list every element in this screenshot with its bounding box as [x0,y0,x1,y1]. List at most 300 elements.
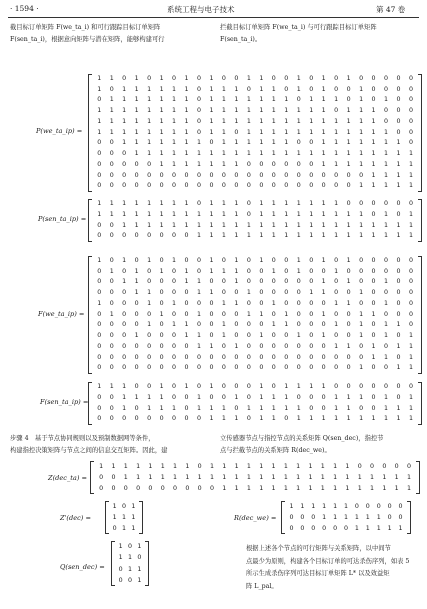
matrix-cell: 1 [97,299,102,307]
matrix-cell: 1 [396,139,401,147]
matrix-cell: 0 [408,85,413,93]
matrix-cell: 1 [234,160,239,168]
matrix-row [95,472,415,483]
matrix-cell: 0 [234,182,239,190]
matrix-cell: 1 [346,415,351,423]
matrix-row [93,277,417,288]
matrix-cell: 1 [122,257,127,264]
matrix-cell: 1 [322,503,327,510]
matrix-cell: 1 [359,128,364,136]
matrix-cell: 0 [209,171,214,179]
matrix-cell: 1 [136,474,141,481]
matrix-cell: 1 [296,150,301,158]
matrix-cell: 0 [300,514,305,521]
matrix-cell: 0 [396,310,401,318]
matrix-cell: 1 [196,289,201,297]
matrix-cell: 1 [97,85,102,93]
matrix-cell: 1 [371,182,376,190]
matrix-cell: 0 [296,342,301,350]
matrix-cell: 0 [394,463,399,470]
matrix-cell: 1 [209,160,214,168]
matrix-cell: 1 [134,267,139,275]
matrix-cell: 1 [246,463,251,470]
label-f-sen-ta: F(sen_ta_ip) = [40,398,89,406]
matrix-cell: 0 [371,278,376,286]
matrix-cell: 1 [406,485,411,492]
matrix-cell: 1 [221,107,226,115]
matrix-cell: 1 [271,321,276,329]
matrix-cell: 1 [346,128,351,136]
matrix-cell: 0 [196,171,201,179]
matrix-cell: 1 [221,139,226,147]
matrix-cell: 0 [97,415,102,423]
matrix-cell: 1 [134,128,139,136]
matrix-cell: 0 [147,232,152,240]
matrix-row [93,393,417,404]
matrix-cell: 1 [246,117,251,125]
matrix-cell: 1 [320,463,325,470]
matrix-cell: 0 [387,514,392,521]
matrix-cell: 1 [97,128,102,136]
matrix-cell: 0 [159,299,164,307]
matrix-cell: 0 [346,267,351,275]
matrix-cell: 1 [159,221,164,229]
matrix-cell: 0 [97,150,102,158]
matrix-cell: 0 [147,383,152,390]
matrix-cell: 1 [159,85,164,93]
matrix-cell: 0 [296,299,301,307]
matrix-cell: 1 [271,415,276,423]
matrix-cell: 0 [134,171,139,179]
matrix-cell: 1 [123,474,128,481]
matrix-row [93,342,417,353]
matrix-cell: 1 [283,463,288,470]
matrix-cell: 1 [109,310,114,318]
matrix-cell: 0 [122,289,127,297]
matrix-cell: 0 [406,463,411,470]
matrix-cell: 0 [209,182,214,190]
matrix-cell: 0 [109,299,114,307]
matrix-cell: 1 [147,107,152,115]
matrix-cell: 1 [234,415,239,423]
matrix-cell: 1 [134,221,139,229]
matrix-cell: 1 [184,107,189,115]
intro-right [220,22,377,46]
matrix-cell: 0 [371,393,376,401]
matrix-cell: 1 [382,474,387,481]
matrix-cell: 0 [196,364,201,372]
matrix-cell: 1 [184,139,189,147]
matrix-cell: 0 [371,210,376,218]
matrix-cell: 1 [284,221,289,229]
matrix-cell: 1 [371,353,376,361]
matrix-cell: 0 [271,353,276,361]
matrix-cell: 0 [221,310,226,318]
matrix-cell: 0 [309,364,314,372]
matrix-cell: 1 [97,383,102,390]
matrix-cell: 0 [196,299,201,307]
matrix-cell: 1 [172,210,177,218]
matrix-cell: 0 [396,353,401,361]
matrix-cell: 1 [234,85,239,93]
matrix-cell: 1 [346,393,351,401]
matrix-cell: 1 [134,393,139,401]
matrix-cell: 1 [296,383,301,390]
matrix-cell: 1 [309,107,314,115]
matrix-cell: 0 [408,321,413,329]
matrix-cell: 0 [159,342,164,350]
matrix-cell: 0 [209,393,214,401]
matrix-cell: 0 [134,353,139,361]
matrix-cell: 0 [172,182,177,190]
matrix-cell: 1 [259,139,264,147]
matrix-cell: 0 [147,353,152,361]
matrix-cell: 0 [359,299,364,307]
matrix-cell: 1 [209,463,214,470]
matrix-cell: 1 [172,139,177,147]
matrix-cell: 0 [196,96,201,104]
matrix-cell: 1 [408,210,413,218]
matrix-cell: 0 [234,364,239,372]
matrix-cell: 0 [97,221,102,229]
matrix-cell: 1 [234,200,239,207]
matrix-cell: 1 [396,364,401,372]
matrix-cell: 0 [359,353,364,361]
matrix-cell: 0 [184,171,189,179]
matrix-cell: 1 [371,128,376,136]
matrix-cell: 1 [334,117,339,125]
matrix-cell: 0 [246,299,251,307]
matrix-cell: 1 [359,85,364,93]
matrix-cell: 0 [122,353,127,361]
matrix-cell: 0 [321,182,326,190]
matrix-cell: 1 [159,310,164,318]
matrix-cell: 1 [346,160,351,168]
matrix-cell: 0 [396,85,401,93]
matrix-cell: 1 [234,117,239,125]
intro-right-line2: F(sen_ta_i)。 [220,36,262,44]
matrix-cell: 0 [172,310,177,318]
matrix-cell: 1 [97,257,102,264]
matrix-cell: 0 [122,332,127,340]
matrix-cell: 0 [209,485,214,492]
matrix-cell: 1 [172,299,177,307]
matrix-cell: 1 [196,310,201,318]
matrix-cell: 0 [408,75,413,82]
matrix-cell: 1 [184,200,189,207]
matrix-cell: 0 [209,139,214,147]
matrix-cell: 0 [271,182,276,190]
matrix-cell: 1 [196,232,201,240]
matrix-cell: 1 [359,232,364,240]
matrix-cell: 0 [359,200,364,207]
matrix-cell: 0 [121,503,126,510]
matrix-row [93,414,417,425]
matrix-cell: 0 [396,383,401,390]
matrix-cell: 1 [321,160,326,168]
matrix-cell: 1 [396,171,401,179]
matrix-cell: 1 [321,200,326,207]
matrix-cell: 1 [131,525,136,532]
matrix-cell: 1 [376,514,381,521]
matrix-cell: 1 [346,139,351,147]
matrix-cell: 1 [127,554,132,562]
matrix-cell: 0 [109,85,114,93]
matrix-cell: 0 [97,171,102,179]
matrix-cell: 0 [234,128,239,136]
matrix-cell: 1 [284,232,289,240]
matrix-cell: 0 [346,364,351,372]
matrix-cell: 0 [97,393,102,401]
matrix-cell: 1 [131,503,136,510]
matrix-cell: 0 [246,160,251,168]
matrix-cell: 0 [321,267,326,275]
matrix-cell: 1 [259,257,264,264]
matrix-cell: 0 [384,289,389,297]
matrix-cell: 0 [109,353,114,361]
matrix-cell: 1 [246,232,251,240]
matrix-cell: 0 [296,364,301,372]
matrix-cell: 1 [396,232,401,240]
matrix-cell: 1 [209,75,214,82]
matrix-cell: 1 [234,267,239,275]
matrix-cell: 0 [284,75,289,82]
matrix-cell: 0 [321,393,326,401]
matrix-cell: 1 [384,160,389,168]
volume-label: 第 47 卷 [376,5,406,14]
matrix-cell: 0 [97,96,102,104]
matrix-cell: 0 [136,485,141,492]
matrix-cell: 0 [259,321,264,329]
matrix-cell: 0 [354,503,359,510]
matrix-cell: 1 [321,278,326,286]
matrix-cell: 1 [371,310,376,318]
matrix-cell: 1 [271,474,276,481]
matrix-cell: 1 [382,485,387,492]
matrix-cell: 1 [271,463,276,470]
matrix-cell: 0 [196,353,201,361]
matrix-cell: 0 [97,364,102,372]
matrix-cell: 1 [296,221,301,229]
matrix-cell: 1 [209,289,214,297]
matrix-cell: 1 [321,289,326,297]
matrix-cell: 1 [396,342,401,350]
matrix-cell: 0 [147,171,152,179]
matrix-cell: 1 [334,404,339,412]
matrix-cell: 1 [184,210,189,218]
matrix-cell: 0 [123,485,128,492]
matrix-cell: 0 [371,332,376,340]
matrix-cell: 1 [321,150,326,158]
matrix-cell: 0 [396,128,401,136]
matrix-cell: 1 [122,210,127,218]
matrix-cell: 0 [111,485,116,492]
matrix-cell: 1 [221,96,226,104]
matrix-cell: 0 [296,171,301,179]
matrix-cell: 0 [184,393,189,401]
matrix-cell: 0 [172,383,177,390]
matrix-cell: 1 [246,128,251,136]
matrix-cell: 0 [296,310,301,318]
matrix-cell: 0 [221,383,226,390]
matrix-cell: 1 [346,150,351,158]
matrix-cell: 0 [322,525,327,532]
matrix-cell: 0 [296,96,301,104]
matrix-cell: 0 [396,393,401,401]
label-z-dec: Z'(dec) = [60,514,91,522]
matrix-cell: 1 [221,221,226,229]
matrix-cell: 1 [408,150,413,158]
matrix-cell: 1 [271,107,276,115]
matrix-cell: 1 [172,257,177,264]
matrix-cell: 0 [271,342,276,350]
matrix-cell: 1 [320,485,325,492]
matrix-cell: 1 [222,485,227,492]
matrix-cell: 0 [408,117,413,125]
matrix-cell: 1 [396,221,401,229]
matrix-cell: 0 [259,299,264,307]
matrix-cell: 1 [234,278,239,286]
matrix-cell: 1 [384,415,389,423]
matrix-cell: 0 [196,182,201,190]
matrix-cell: 1 [234,485,239,492]
matrix-cell: 0 [97,160,102,168]
matrix-cell: 1 [321,332,326,340]
matrix-cell: 1 [408,332,413,340]
matrix-cell: 1 [408,182,413,190]
matrix-cell: 1 [357,474,362,481]
matrix-cell: 0 [259,171,264,179]
matrix-cell: 0 [172,364,177,372]
matrix-cell: 1 [271,150,276,158]
matrix-cell: 1 [209,342,214,350]
matrix-cell: 1 [321,210,326,218]
matrix-row [93,382,417,393]
matrix-cell: 0 [259,353,264,361]
matrix-cell: 0 [311,514,316,521]
matrix-p-sen-ta [93,199,417,242]
matrix-cell: 0 [159,364,164,372]
matrix-cell: 1 [321,415,326,423]
matrix-cell: 1 [300,503,305,510]
matrix-cell: 0 [147,278,152,286]
matrix-cell: 0 [172,415,177,423]
matrix-cell: 1 [354,514,359,521]
matrix-cell: 0 [184,404,189,412]
matrix-cell: 1 [345,463,350,470]
matrix-cell: 0 [109,364,114,372]
matrix-f-we-ta [93,256,417,374]
matrix-cell: 0 [147,310,152,318]
matrix-cell: 0 [97,289,102,297]
matrix-cell: 1 [284,96,289,104]
matrix-cell: 1 [196,139,201,147]
matrix-cell: 0 [147,160,152,168]
matrix-cell: 0 [172,289,177,297]
matrix-cell: 0 [122,232,127,240]
matrix-cell: 0 [209,353,214,361]
matrix-cell: 1 [234,96,239,104]
matrix-cell: 1 [134,107,139,115]
matrix-cell: 1 [271,485,276,492]
matrix-row [93,138,417,149]
matrix-cell: 0 [259,364,264,372]
matrix-cell: 1 [234,150,239,158]
matrix-row [93,181,417,192]
matrix-cell: 1 [284,107,289,115]
matrix-cell: 1 [271,267,276,275]
matrix-cell: 0 [172,75,177,82]
matrix-cell: 1 [134,96,139,104]
matrix-cell: 0 [221,257,226,264]
matrix-cell: 0 [159,171,164,179]
matrix-cell: 1 [196,150,201,158]
intro-left-line1: 截目标订单矩阵 F(we_ta_i) 和可行跟踪目标订单矩阵 [10,24,161,31]
matrix-cell: 1 [209,85,214,93]
matrix-cell: 1 [296,75,301,82]
matrix-cell: 0 [271,383,276,390]
matrix-cell: 1 [246,150,251,158]
matrix-cell: 1 [209,150,214,158]
matrix-cell: 0 [384,310,389,318]
matrix-cell: 0 [334,85,339,93]
matrix-cell: 1 [221,200,226,207]
matrix-cell: 1 [408,232,413,240]
matrix-cell: 1 [159,150,164,158]
matrix-cell: 1 [334,415,339,423]
matrix-cell: 1 [122,117,127,125]
matrix-cell: 0 [221,364,226,372]
matrix-cell: 1 [196,278,201,286]
matrix-cell: 1 [159,96,164,104]
matrix-cell: 1 [365,514,370,521]
matrix-cell: 1 [320,474,325,481]
matrix-cell: 1 [234,342,239,350]
matrix-cell: 1 [296,117,301,125]
matrix-cell: 1 [365,525,370,532]
matrix-cell: 0 [289,514,294,521]
matrix-cell: 1 [122,200,127,207]
matrix-cell: 1 [259,210,264,218]
matrix-cell: 0 [357,463,362,470]
matrix-cell: 0 [396,117,401,125]
matrix-row [93,85,417,96]
matrix-cell: 1 [384,404,389,412]
matrix-cell: 1 [184,383,189,390]
matrix-cell: 0 [334,171,339,179]
matrix-cell: 1 [221,404,226,412]
matrix-cell: 1 [160,474,165,481]
matrix-cell: 0 [147,182,152,190]
matrix-cell: 0 [309,160,314,168]
matrix-cell: 0 [209,299,214,307]
matrix-cell: 0 [99,485,104,492]
matrix-cell: 1 [308,474,313,481]
step4-right-line1: 立传感器节点与指控节点的关系矩阵 Q(sen_dec)，指控节 [220,435,384,442]
matrix-cell: 1 [308,463,313,470]
matrix-cell: 1 [209,96,214,104]
matrix-cell: 1 [209,221,214,229]
matrix-cell: 0 [384,200,389,207]
matrix-cell: 1 [234,232,239,240]
matrix-cell: 1 [333,463,338,470]
matrix-cell: 1 [159,117,164,125]
matrix-cell: 1 [147,85,152,93]
matrix-cell: 0 [234,289,239,297]
matrix-cell: 1 [148,474,153,481]
matrix-cell: 0 [159,289,164,297]
matrix-cell: 0 [296,393,301,401]
